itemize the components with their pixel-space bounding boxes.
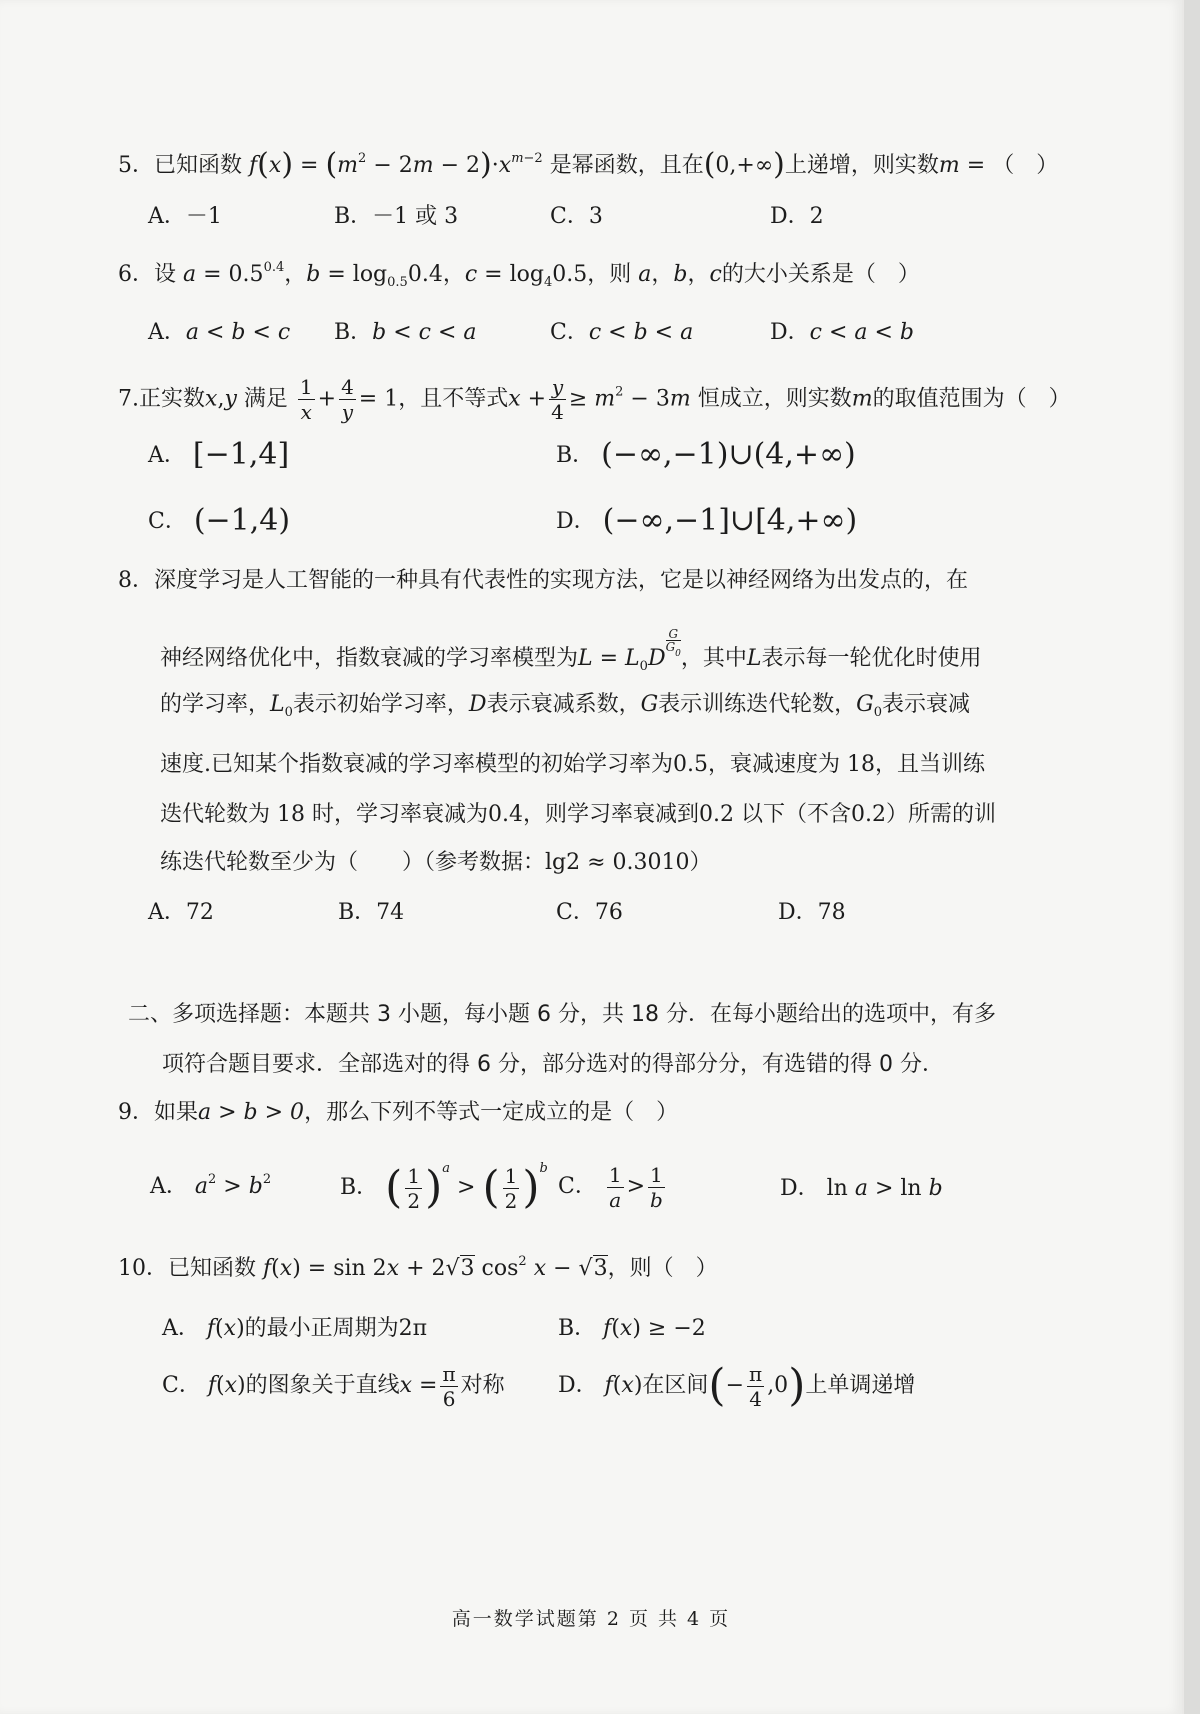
option-b: B． (−∞,−1)∪(4,+∞) xyxy=(556,437,856,472)
question-text: 如果 xyxy=(154,1100,199,1125)
question-text: 速度.已知某个指数衰减的学习率模型的初始学习率为0.5，衰减速度为 18，且当训练 xyxy=(160,752,985,777)
question-number: 9． xyxy=(118,1100,154,1125)
question-text: 神经网络优化中，指数衰减的学习率模型为$L = L_0D$ $\frac{G}{G_0}$ ，其中L表示每一轮优化时使用 xyxy=(160,627,982,674)
question-text: 深度学习是人工智能的一种具有代表性的实现方法，它是以神经网络为出发点的，在 xyxy=(154,568,969,593)
option-d: D． ln a > ln b xyxy=(780,1176,943,1201)
option-d: D．c < a < b xyxy=(770,320,915,345)
question-text: 迭代轮数为 18 时，学习率衰减为0.4，则学习率衰减到0.2 以下（不含0.2）所需的训 xyxy=(160,802,996,827)
question-number: 10． xyxy=(118,1256,168,1281)
option-a: A．a < b < c xyxy=(148,320,291,345)
interval: (0,+∞) xyxy=(703,147,785,182)
question-text: ，且不等式 xyxy=(398,386,509,412)
question-text: 已知函数 xyxy=(168,1256,257,1281)
option-c: C． $\frac{1}{a}$ > $\frac{1}{b}$ xyxy=(558,1162,663,1212)
option-d: D． f(x)在区间(− $\frac{\pi}{4}$ ,0)上单调递增 xyxy=(558,1360,916,1411)
question-7: 7.正实数x,y 满足 $\frac{1}{x}$ + $\frac{4}{y}$ = 1，且不等式x + $\frac{y}{4}$ ≥ $m^2 - 3m$ 恒成立，则实数m的取值范围为（ ） xyxy=(118,375,1071,424)
option-d: D．2 xyxy=(770,204,824,229)
question-9: 9．如果a > b > 0，那么下列不等式一定成立的是（ ） xyxy=(118,1100,679,1125)
question-number: 7. xyxy=(118,386,139,412)
question-number: 5． xyxy=(118,153,154,178)
question-10: 10．已知函数 f(x) = sin 2x + 2√3 $\cos^2 x - √3$，则（ ） xyxy=(118,1254,718,1281)
option-b: B． f(x) ≥ −2 xyxy=(558,1316,706,1341)
option-d: D． (−∞,−1]∪[4,+∞) xyxy=(556,503,858,538)
option-c: C．c < b < a xyxy=(550,320,694,345)
question-number: 6． xyxy=(118,262,154,287)
question-text: 恒成立，则实数 xyxy=(697,386,852,412)
option-d: D．78 xyxy=(778,900,846,925)
section-instructions: 项符合题目要求．全部选对的得 6 分，部分选对的得部分分，有选错的得 0 分． xyxy=(162,1052,944,1077)
question-text: 已知函数 xyxy=(154,153,243,178)
question-text: ，则（ ） xyxy=(607,1256,718,1281)
page-footer: 高一数学试题第 2 页 共 4 页 xyxy=(451,1608,731,1630)
question-text: 的大小关系是（ ） xyxy=(721,262,920,287)
question-text: 设 xyxy=(154,262,177,287)
page-edge xyxy=(1184,0,1200,1714)
option-c: C．3 xyxy=(550,204,603,229)
question-text: 满足 xyxy=(243,386,288,412)
option-b: B． ( $\frac{1}{2}$ )$^a$ > ( $\frac{1}{2}$ )$^b$ xyxy=(340,1161,548,1213)
answer-paren: （ ） xyxy=(992,153,1059,178)
question-text: ，则 xyxy=(587,262,632,287)
option-a: A．72 xyxy=(148,900,214,925)
option-a: A． [−1,4] xyxy=(148,437,290,472)
option-b: B．b < c < a xyxy=(334,320,477,345)
option-a: A． $a^2 > b^2$ xyxy=(150,1172,272,1199)
question-text: 的学习率，$L_0$表示初始学习率，D表示衰减系数，G表示训练迭代轮数，$G_0$表示衰减 xyxy=(160,692,971,720)
question-number: 8． xyxy=(118,568,154,593)
option-c: C． f(x)的图象关于直线x = $\frac{\pi}{6}$ 对称 xyxy=(162,1361,505,1411)
question-text: 练迭代轮数至少为（ ）（参考数据：lg2 ≈ 0.3010） xyxy=(160,850,712,875)
option-b: B．74 xyxy=(338,900,405,925)
formula: $f(x) = (m^2 - 2m - 2)\cdot x^{m-2}$ xyxy=(249,147,543,182)
question-text: 的取值范围为（ ） xyxy=(872,386,1071,412)
option-b: B．－1 或 3 xyxy=(334,204,459,229)
question-6: 6．设 $a = 0.5^{0.4}$，$b = \log_{0.5}0.4$，$c = \log_40.5$，则 a，b，c的大小关系是（ ） xyxy=(118,260,920,290)
question-5: 5．已知函数 $f(x) = (m^2 - 2m - 2)\cdot x^{m-2}$ 是幂函数，且在(0,+∞)上递增，则实数m = （ ） xyxy=(118,147,1059,182)
question-text: 是幂函数，且在 xyxy=(549,153,704,178)
option-c: C． (−1,4) xyxy=(148,503,291,538)
option-a: A． f(x)的最小正周期为2π xyxy=(162,1316,428,1341)
option-a: A．－1 xyxy=(148,204,222,229)
question-text: 正实数 xyxy=(139,386,206,412)
section-heading: 二、多项选择题：本题共 3 小题，每小题 6 分，共 18 分．在每小题给出的选项中，有多 xyxy=(128,1002,996,1027)
question-text: ，那么下列不等式一定成立的是（ ） xyxy=(304,1100,679,1125)
option-c: C．76 xyxy=(556,900,623,925)
question-8 xyxy=(118,566,968,596)
question-text: 上递增，则实数 xyxy=(784,153,939,178)
